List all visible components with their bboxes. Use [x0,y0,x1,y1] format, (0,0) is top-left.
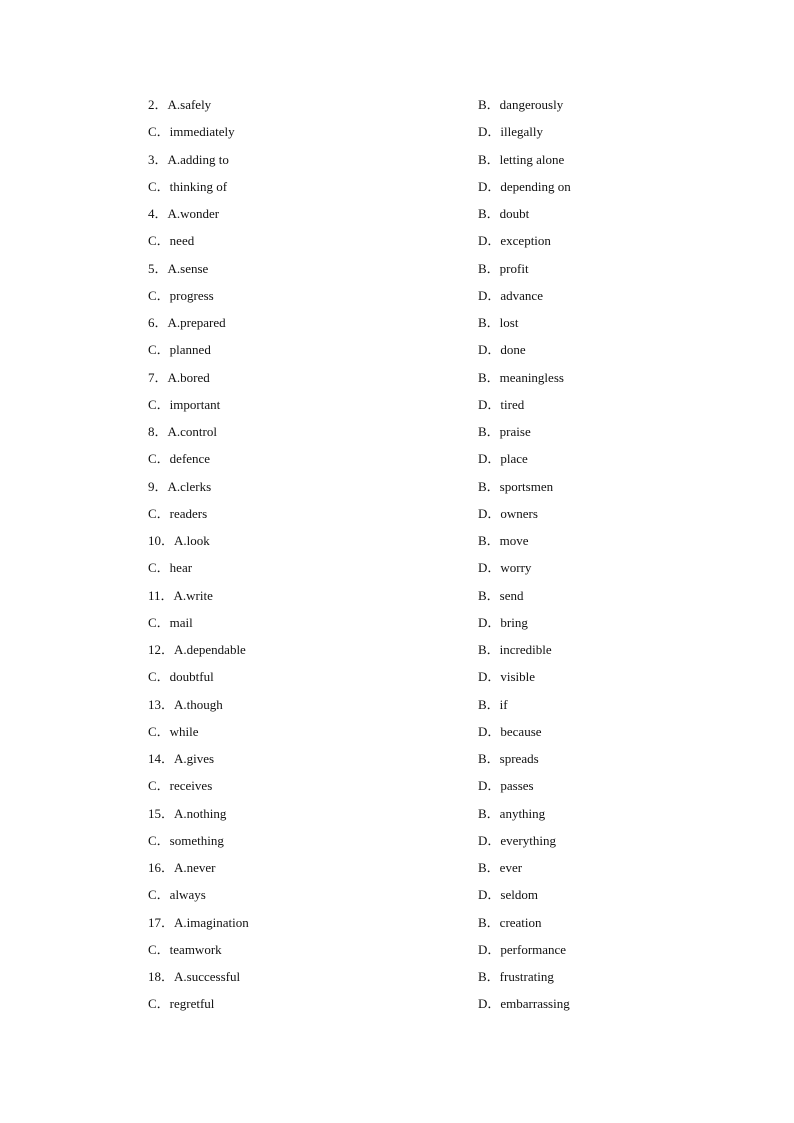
option-row [148,120,668,147]
option-right: B．creation [478,914,542,930]
option-right: D．illegally [478,124,543,140]
option-left: C．defence [148,451,211,467]
option-right: B．move [478,533,529,548]
option-row [148,747,668,774]
option-row [148,229,668,256]
option-left: 11．A.write [148,587,213,603]
option-row [148,938,668,965]
option-row [148,202,668,229]
option-left: 5．A.sense [148,260,209,276]
option-row [148,883,668,910]
option-left: C．receives [148,778,213,794]
option-row [148,611,668,638]
option-right: B．ever [478,860,523,875]
option-right: D．seldom [478,887,538,903]
option-left: C．progress [148,287,214,303]
option-left: 7．A.bored [148,369,210,385]
option-left: 6．A.prepared [148,315,226,330]
option-right: D．visible [478,669,536,685]
option-row [148,338,668,365]
option-right: B．dangerously [478,97,564,112]
option-left: C．mail [148,614,193,630]
option-row [148,175,668,202]
option-left: 4．A.wonder [148,206,220,221]
option-row [148,856,668,883]
option-row [148,665,668,692]
option-left: C．need [148,233,195,249]
answer-options-list [148,93,668,1020]
option-row [148,584,668,611]
option-left: C．regretful [148,996,215,1012]
option-row [148,829,668,856]
option-row [148,366,668,393]
option-row [148,529,668,556]
option-right: B．sportsmen [478,478,554,494]
option-row [148,93,668,120]
option-row [148,911,668,938]
option-left: C．while [148,723,199,739]
option-left: C．hear [148,560,193,576]
option-right: B．praise [478,424,531,439]
option-left: C．thinking of [148,178,228,194]
option-left: 17．A.imagination [148,914,249,930]
option-right: B．letting alone [478,151,565,167]
option-row [148,965,668,992]
option-left: C．something [148,832,224,848]
option-left: 9．A.clerks [148,478,212,494]
option-row [148,257,668,284]
option-right: D．worry [478,560,532,576]
option-right: B．spreads [478,751,539,766]
option-right: D．embarrassing [478,996,570,1012]
option-left: 14．A.gives [148,751,215,766]
option-left: 16．A.never [148,860,216,875]
option-left: 8．A.control [148,424,217,439]
option-right: D．performance [478,941,567,957]
option-right: B．incredible [478,642,552,657]
option-row [148,393,668,420]
option-right: B．doubt [478,206,530,221]
option-right: B．anything [478,805,546,821]
option-right: B．send [478,587,524,603]
option-left: 13．A.though [148,696,223,712]
option-row [148,284,668,311]
option-right: D．owners [478,505,538,521]
option-right: D．advance [478,287,543,303]
option-row [148,311,668,338]
option-right: D．bring [478,614,528,630]
option-right: D．because [478,723,542,739]
option-row [148,774,668,801]
option-right: D．depending on [478,178,571,194]
option-right: B．if [478,696,508,712]
option-right: D．place [478,451,528,467]
option-left: C．planned [148,342,211,358]
option-row [148,693,668,720]
option-row [148,556,668,583]
option-left: C．teamwork [148,941,222,957]
option-row [148,475,668,502]
option-right: D．exception [478,233,551,249]
option-row [148,638,668,665]
option-left: 2．A.safely [148,97,212,112]
option-left: C．readers [148,505,208,521]
option-left: 15．A.nothing [148,805,227,821]
option-left: C．immediately [148,124,235,140]
option-right: D．everything [478,832,556,848]
option-right: D．done [478,342,526,358]
option-right: B．frustrating [478,969,554,984]
option-row [148,802,668,829]
option-left: C．always [148,887,206,903]
option-left: C．doubtful [148,669,214,685]
option-left: 12．A.dependable [148,642,246,657]
option-right: D．tired [478,396,525,412]
option-left: 10．A.look [148,533,210,548]
option-row [148,502,668,529]
option-right: B．lost [478,315,519,330]
option-right: D．passes [478,778,534,794]
option-left: C．important [148,396,221,412]
option-row [148,148,668,175]
option-right: B．meaningless [478,369,564,385]
option-left: 3．A.adding to [148,151,229,167]
option-row [148,447,668,474]
option-row [148,992,668,1019]
option-row [148,420,668,447]
option-left: 18．A.successful [148,969,241,984]
option-row [148,720,668,747]
option-right: B．profit [478,260,529,276]
